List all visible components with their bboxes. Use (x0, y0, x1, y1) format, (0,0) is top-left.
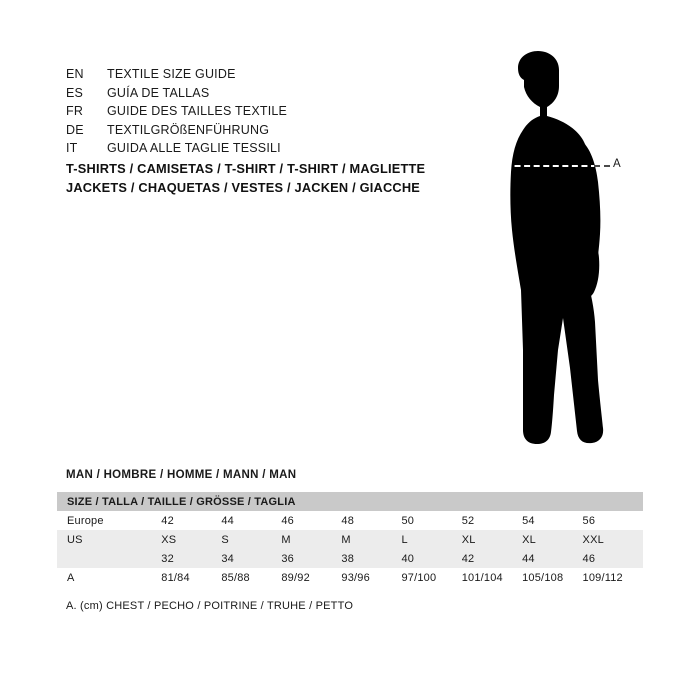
cell-usnum-0: 32 (161, 549, 221, 568)
language-text-es: GUÍA DE TALLAS (107, 85, 210, 100)
row-label-us: US (57, 530, 161, 549)
chest-measure-label: A (613, 158, 621, 170)
table-header-row (57, 492, 643, 511)
cell-us-2: M (281, 530, 341, 549)
chest-measure-leader (594, 165, 610, 169)
cell-europe-2: 46 (281, 511, 341, 530)
cell-us-6: XL (522, 530, 582, 549)
product-categories (66, 160, 425, 197)
cell-us-7: XXL (583, 530, 643, 549)
language-code-en: EN (66, 67, 84, 81)
table-row (57, 549, 643, 568)
cell-us-3: M (341, 530, 401, 549)
language-text-de: TEXTILGRÖßENFÜHRUNG (107, 122, 270, 137)
language-row-es (66, 84, 466, 103)
row-label-europe: Europe (57, 511, 161, 530)
cell-a-7: 109/112 (583, 568, 643, 587)
language-row-en (66, 65, 466, 84)
language-code-es: ES (66, 85, 84, 100)
row-label-a: A (57, 568, 161, 587)
cell-europe-1: 44 (221, 511, 281, 530)
language-row-it (66, 139, 466, 158)
cell-europe-4: 50 (401, 511, 461, 530)
cell-usnum-1: 34 (221, 549, 281, 568)
cell-usnum-6: 44 (522, 549, 582, 568)
figure-area (450, 50, 680, 460)
cell-a-4: 97/100 (401, 568, 461, 587)
cell-a-3: 93/96 (341, 568, 401, 587)
language-row-fr (66, 102, 466, 121)
cell-usnum-4: 40 (401, 549, 461, 568)
language-text-it: GUIDA ALLE TAGLIE TESSILI (107, 141, 281, 155)
cell-usnum-3: 38 (341, 549, 401, 568)
cell-usnum-5: 42 (462, 549, 522, 568)
male-silhouette-icon (450, 50, 680, 460)
language-text-fr: GUIDE DES TAILLES TEXTILE (107, 104, 288, 118)
cell-europe-7: 56 (583, 511, 643, 530)
cell-europe-3: 48 (341, 511, 401, 530)
table-header-size: SIZE / TALLA / TAILLE / GRÖSSE / TAGLIA (57, 492, 643, 511)
chest-measure-line (505, 165, 597, 169)
product-line-tshirts: T-SHIRTS / CAMISETAS / T-SHIRT / T-SHIRT / MAGLIETTE (66, 161, 426, 176)
hand-detail-icon (576, 230, 606, 300)
table-row (57, 511, 643, 530)
cell-a-1: 85/88 (221, 568, 281, 587)
cell-us-1: S (221, 530, 281, 549)
language-text-en: TEXTILE SIZE GUIDE (107, 67, 236, 81)
table-row (57, 568, 643, 587)
cell-us-0: XS (161, 530, 221, 549)
product-line-jackets: JACKETS / CHAQUETAS / VESTES / JACKEN / GIACCHE (66, 179, 421, 195)
cell-usnum-7: 46 (583, 549, 643, 568)
cell-a-0: 81/84 (161, 568, 221, 587)
row-label-us-numeric (57, 549, 161, 568)
table-row (57, 530, 643, 549)
table-footnote: A. (cm) CHEST / PECHO / POITRINE / TRUHE / PETTO (66, 600, 354, 612)
table-title: MAN / HOMBRE / HOMME / MANN / MAN (66, 469, 297, 481)
cell-usnum-2: 36 (281, 549, 341, 568)
cell-a-2: 89/92 (281, 568, 341, 587)
language-list (66, 65, 466, 158)
language-row-de (66, 121, 466, 140)
language-code-de: DE (66, 122, 84, 137)
cell-a-5: 101/104 (462, 568, 522, 587)
language-code-fr: FR (66, 104, 84, 118)
cell-a-6: 105/108 (522, 568, 582, 587)
cell-us-4: L (401, 530, 461, 549)
cell-europe-0: 42 (161, 511, 221, 530)
cell-us-5: XL (462, 530, 522, 549)
cell-europe-6: 54 (522, 511, 582, 530)
cell-europe-5: 52 (462, 511, 522, 530)
size-table (57, 492, 643, 587)
language-code-it: IT (66, 141, 78, 155)
